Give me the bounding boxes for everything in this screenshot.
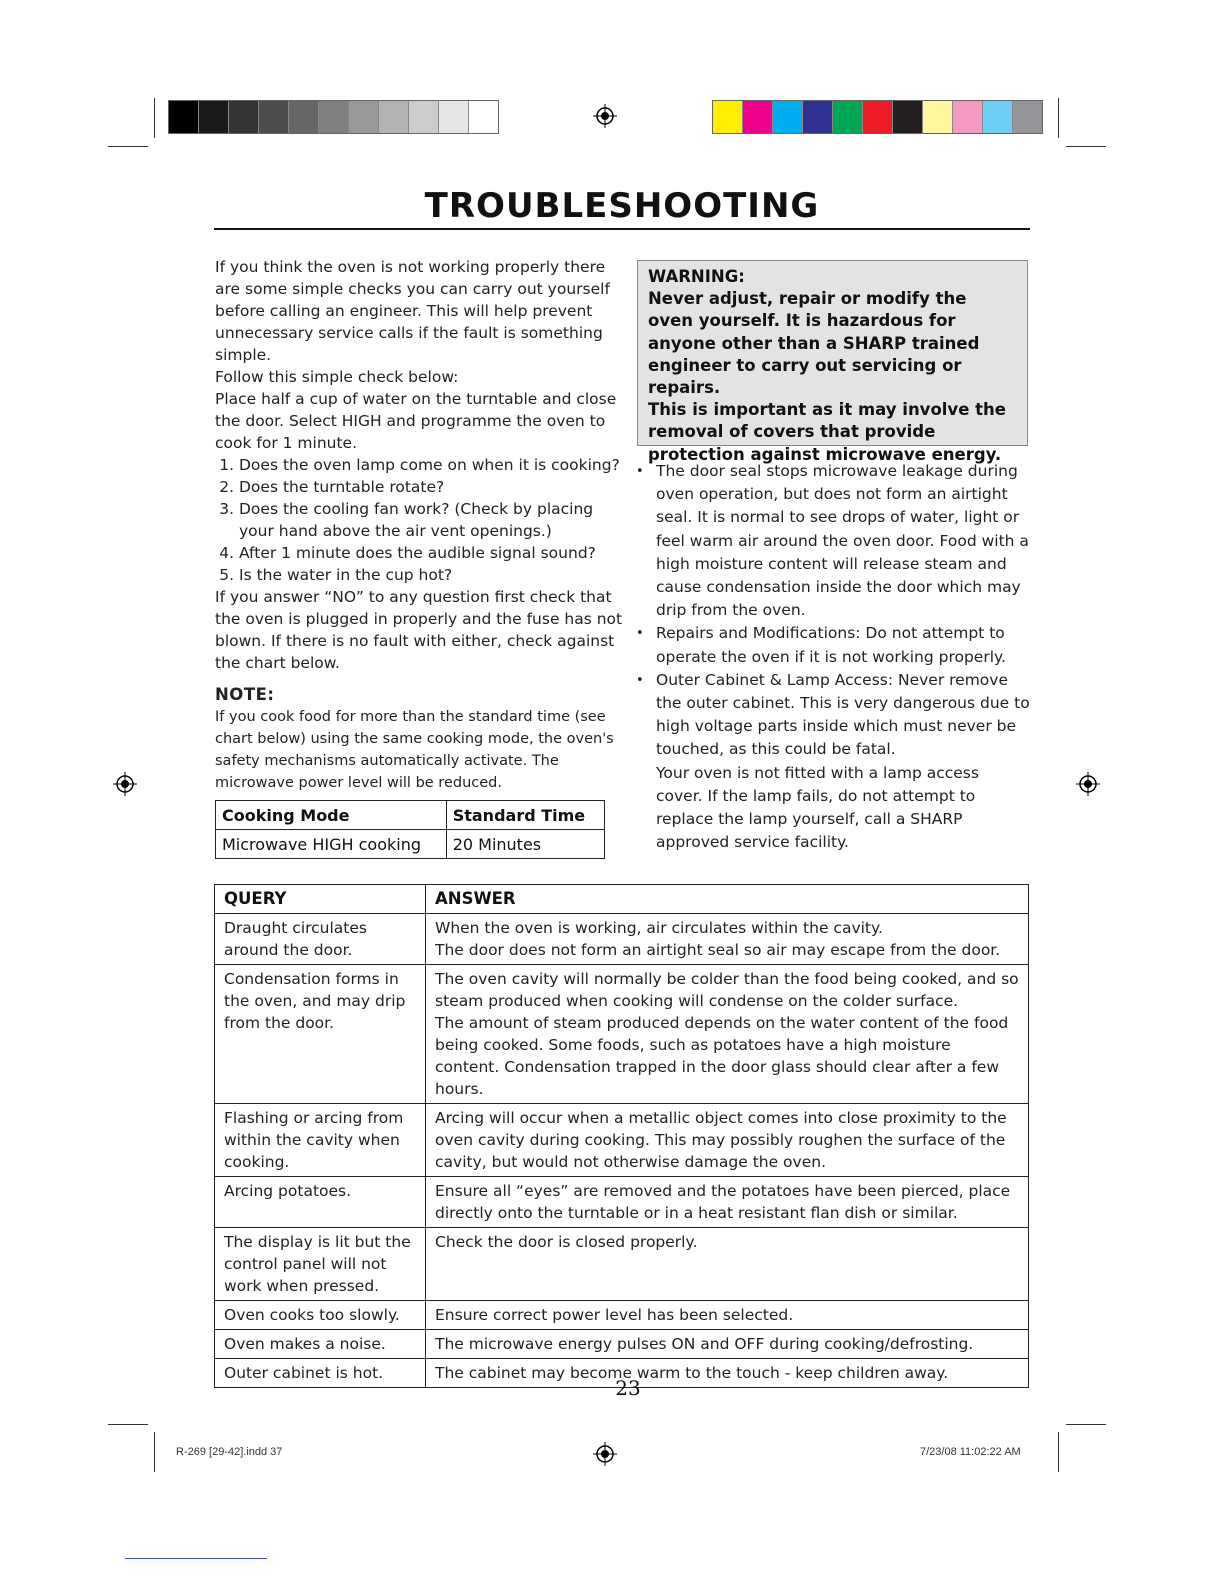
color-swatch [379,101,409,133]
check-item: 5. Is the water in the cup hot? [239,564,625,586]
color-swatch [803,101,833,133]
answer-text: The microwave energy pulses ON and OFF during cooking/defrosting. [435,1335,974,1353]
query-cell: Draught circulates around the door. [215,914,426,965]
safety-column [634,460,1030,854]
color-swatch [833,101,863,133]
cooking-mode-table [215,800,605,859]
color-swatch [923,101,953,133]
crop-mark [108,146,148,147]
answer-cell [426,1228,1029,1301]
table-row [215,1228,1029,1301]
color-swatch [743,101,773,133]
page-title: TROUBLESHOOTING [424,186,820,226]
color-swatch [439,101,469,133]
color-swatch [1013,101,1042,133]
crop-mark [1058,1432,1059,1472]
list-item: • The door seal stops microwave leakage during oven operation, but does not form an airtight seal. It is normal to see drops of water, light or feel warm air around the oven door. Food with a high moisture content will release steam and cause condensation inside the door which may drip from the oven. [656,460,1030,622]
answer-text: The oven cavity will normally be colder than the food being cooked, and so steam produced when cooking will condense on the colder surface. [435,970,1019,1010]
title-rule [214,228,1030,230]
answer-cell [426,1330,1029,1359]
crop-mark [1066,146,1106,147]
color-swatch [893,101,923,133]
crop-mark [154,98,155,138]
answer-text: The door does not form an airtight seal so air may escape from the door. [435,941,1001,959]
color-swatch [229,101,259,133]
registration-mark-icon [593,1442,617,1466]
troubleshooting-table [214,884,1029,1388]
registration-mark-icon [113,772,137,796]
check-item: 4. After 1 minute does the audible signal sound? [239,542,625,564]
color-swatch [983,101,1013,133]
check-item: 3. Does the cooling fan work? (Check by placing your hand above the air vent openings.) [239,498,625,542]
query-cell: Oven makes a noise. [215,1330,426,1359]
answer-text: When the oven is working, air circulates within the cavity. [435,919,883,937]
answer-text: The cabinet may become warm to the touch - keep children away. [435,1364,949,1382]
color-swatch [863,101,893,133]
intro-paragraph: Place half a cup of water on the turntable and close the door. Select HIGH and programme the oven to cook for 1 minute. [215,390,617,452]
color-swatch [169,101,199,133]
answer-cell [426,1177,1029,1228]
intro-paragraph: If you think the oven is not working properly there are some simple checks you can carry out yourself before calling an engineer. This will help prevent unnecessary service calls if the fault is something simple. [215,258,610,364]
process-color-bar [712,100,1043,134]
color-swatch [349,101,379,133]
query-cell: Flashing or arcing from within the cavity when cooking. [215,1104,426,1177]
crop-mark [108,1424,148,1425]
table-header: QUERY [215,885,426,914]
answer-text: Ensure all “eyes” are removed and the potatoes have been pierced, place directly onto the turntable or in a heat resistant flan dish or similar. [435,1182,1011,1222]
color-swatch [259,101,289,133]
table-header: ANSWER [426,885,1029,914]
table-row [215,1330,1029,1359]
answer-text: The amount of steam produced depends on the water content of the food being cooked. Some foods, such as potatoes have a high moisture content. Condensation trapped in the door glass should clear after a few hours. [435,1014,1009,1098]
color-swatch [319,101,349,133]
crop-mark [1058,98,1059,138]
color-swatch [773,101,803,133]
table-header: Standard Time [446,801,604,830]
query-cell: The display is lit but the control panel will not work when pressed. [215,1228,426,1301]
registration-mark-icon [593,104,617,128]
table-row [215,1301,1029,1330]
grayscale-color-bar [168,100,499,134]
answer-cell [426,1359,1029,1388]
answer-text: Arcing will occur when a metallic object comes into close proximity to the oven cavity during cooking. This may possibly roughen the surface of the cavity, but would not otherwise damage the oven. [435,1109,1007,1171]
color-swatch [953,101,983,133]
table-cell: 20 Minutes [446,830,604,859]
warning-box [637,260,1028,464]
list-item: • Repairs and Modifications: Do not attempt to operate the oven if it is not working properly. [656,622,1030,668]
answer-cell [426,1301,1029,1330]
check-item: 1. Does the oven lamp come on when it is cooking? [239,454,625,476]
page-number: 23 [615,1376,641,1400]
intro-paragraph: If you answer “NO” to any question first check that the oven is plugged in properly and the fuse has not blown. If there is no fault with either, check against the chart below. [215,588,623,672]
answer-cell [426,914,1029,965]
warning-text: Never adjust, repair or modify the oven yourself. It is hazardous for anyone other than a SHARP trained engineer to carry out servicing or repairs. [648,289,980,398]
query-cell: Oven cooks too slowly. [215,1301,426,1330]
intro-column [215,256,625,794]
divider [125,1558,267,1559]
table-row [215,965,1029,1104]
answer-cell [426,965,1029,1104]
query-cell: Arcing potatoes. [215,1177,426,1228]
note-body: If you cook food for more than the standard time (see chart below) using the same cooking mode, the oven's safety mechanisms automatically activate. The microwave power level will be reduced. [215,709,614,791]
warning-heading: WARNING: [648,267,745,286]
table-row [215,1177,1029,1228]
answer-text: Ensure correct power level has been selected. [435,1306,794,1324]
file-slug: R-269 [29-42].indd 37 [176,1446,283,1458]
color-swatch [713,101,743,133]
color-swatch [469,101,498,133]
check-item: 2. Does the turntable rotate? [239,476,625,498]
note-heading: NOTE: [215,685,275,704]
check-list [215,454,625,586]
table-row [215,1104,1029,1177]
list-item: • Outer Cabinet & Lamp Access: Never remove the outer cabinet. This is very dangerous due to high voltage parts inside which must never be touched, as this could be fatal. [656,669,1030,762]
crop-mark [1066,1424,1106,1425]
crop-mark [154,1432,155,1472]
safety-list [634,460,1030,762]
date-slug: 7/23/08 11:02:22 AM [920,1446,1021,1458]
answer-text: Check the door is closed properly. [435,1233,698,1251]
query-cell: Outer cabinet is hot. [215,1359,426,1388]
lamp-note: Your oven is not fitted with a lamp access cover. If the lamp fails, do not attempt to replace the lamp yourself, call a SHARP approved service facility. [656,763,979,852]
registration-mark-icon [1076,772,1100,796]
answer-cell [426,1104,1029,1177]
intro-paragraph: Follow this simple check below: [215,368,459,386]
color-swatch [289,101,319,133]
table-header: Cooking Mode [216,801,447,830]
query-cell: Condensation forms in the oven, and may drip from the door. [215,965,426,1104]
table-cell: Microwave HIGH cooking [216,830,447,859]
warning-text: This is important as it may involve the removal of covers that provide protection against microwave energy. [648,400,1006,464]
table-row [215,914,1029,965]
color-swatch [199,101,229,133]
color-swatch [409,101,439,133]
